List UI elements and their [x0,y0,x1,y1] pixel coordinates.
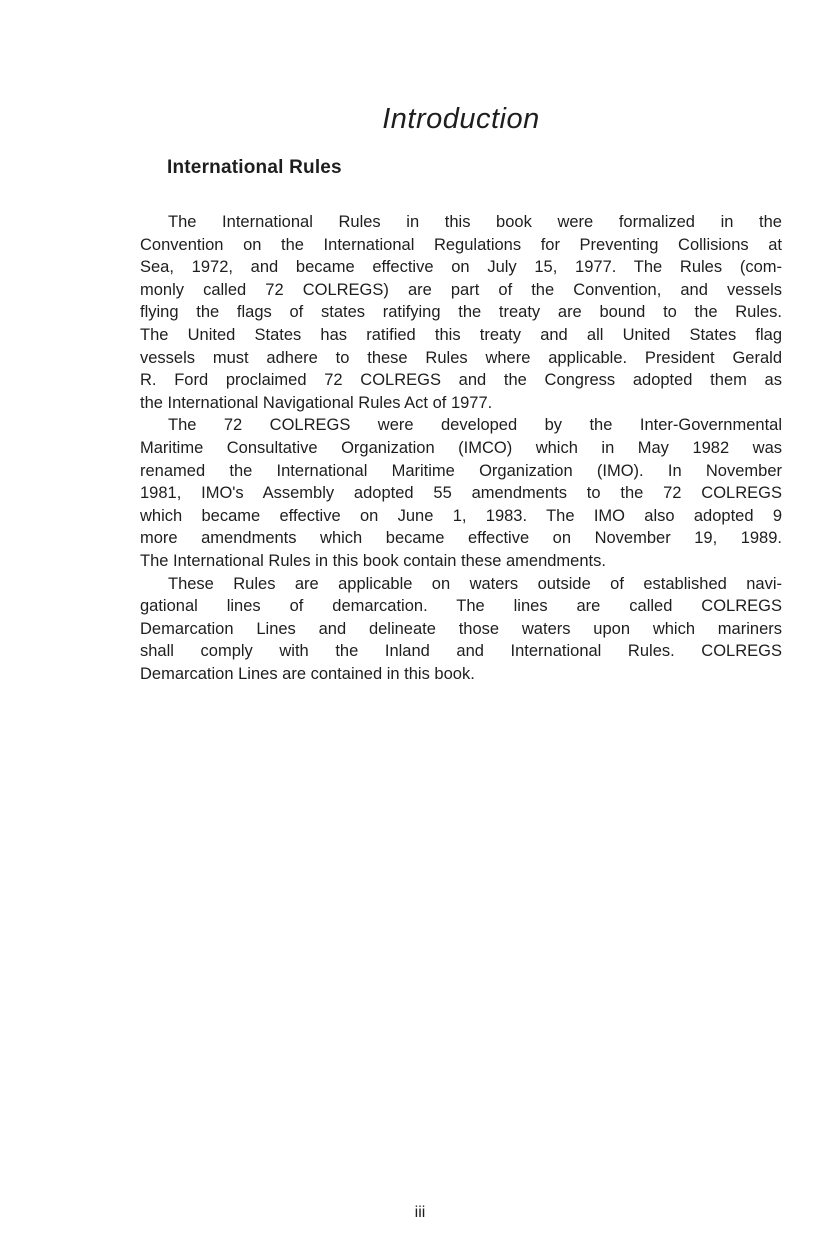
text-line: more amendments which became effective on November 19, 1989. [140,529,782,548]
text-line: The International Rules in this book contain these amendments. [140,551,606,570]
text-line: gational lines of demarcation. The lines are called COLREGS [140,597,782,616]
paragraph-3 [140,573,782,686]
text-line: Demarcation Lines and delineate those waters upon which mariners [140,619,782,638]
page-title: Introduction [382,103,540,135]
page-number: iii [414,1204,426,1221]
text-line: Sea, 1972, and became effective on July 15, 1977. The Rules (com- [140,258,782,277]
text-line: Maritime Consultative Organization (IMCO) which in May 1982 was [140,438,782,457]
text-line: which became effective on June 1, 1983. The IMO also adopted 9 [140,506,782,525]
text-line: renamed the International Maritime Organization (IMO). In November [140,461,782,480]
body-text [140,211,782,685]
text-line: These Rules are applicable on waters outside of established navi- [168,574,782,593]
section-heading: International Rules [167,157,342,178]
paragraph-2 [140,414,782,572]
text-line: Convention on the International Regulations for Preventing Collisions at [140,235,782,254]
text-line: shall comply with the Inland and International Rules. COLREGS [140,642,782,661]
text-line: R. Ford proclaimed 72 COLREGS and the Congress adopted them as [140,371,782,390]
text-line: The United States has ratified this treaty and all United States flag [140,325,782,344]
text-line: monly called 72 COLREGS) are part of the Convention, and vessels [140,280,782,299]
text-line: vessels must adhere to these Rules where applicable. President Gerald [140,348,782,367]
text-line: the International Navigational Rules Act of 1977. [140,393,493,412]
text-line: The International Rules in this book were formalized in the [168,213,782,231]
text-line: flying the flags of states ratifying the treaty are bound to the Rules. [140,303,782,322]
text-line: Demarcation Lines are contained in this book. [140,664,475,683]
text-line: The 72 COLREGS were developed by the Inter-Governmental [168,416,782,435]
paragraph-1 [140,211,782,414]
text-line: 1981, IMO's Assembly adopted 55 amendments to the 72 COLREGS [140,484,782,503]
